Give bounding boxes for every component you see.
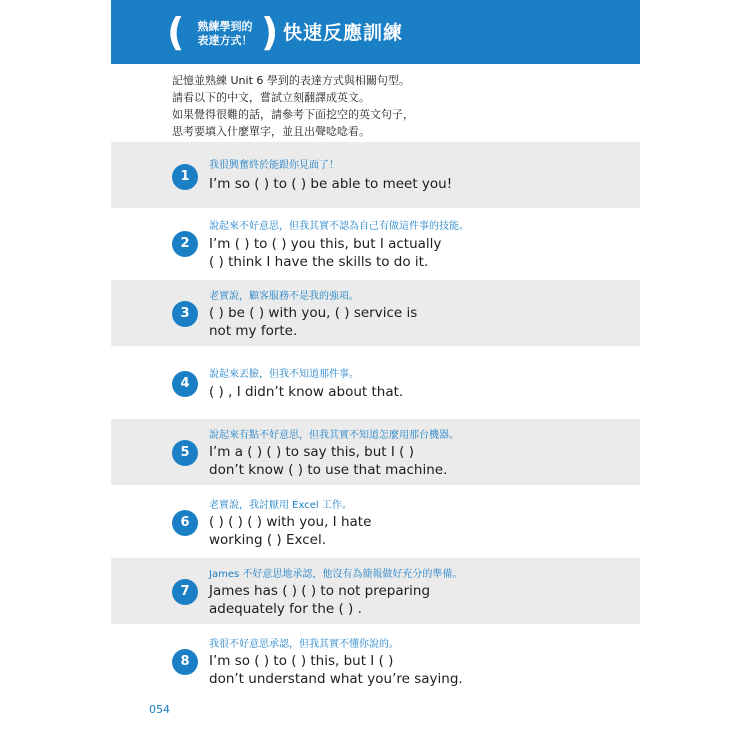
instruction-line: 思考要填入什麼單字，並且出聲唸唸看。: [172, 125, 370, 138]
exercise-item-4: [111, 350, 640, 416]
item-number-badge: 7: [172, 579, 198, 605]
item-number-badge: 4: [172, 371, 198, 397]
item-english-line-1: I’m ( ) to ( ) you this, but I actually: [209, 236, 442, 252]
page: [111, 0, 640, 750]
header-subtitle: [185, 20, 265, 48]
item-english-line-2: don’t understand what you’re saying.: [209, 671, 463, 687]
item-english-line-1: I’m so ( ) to ( ) this, but I ( ): [209, 653, 394, 669]
item-number-badge: 6: [172, 510, 198, 536]
item-english-line-2: adequately for the ( ) .: [209, 601, 362, 617]
item-number-badge: 1: [172, 164, 198, 190]
item-english-line-2: working ( ) Excel.: [209, 532, 327, 548]
item-english-line-1: ( ) , I didn’t know about that.: [209, 384, 404, 400]
item-english-line-2: not my forte.: [209, 323, 298, 339]
section-title: 快速反應訓練: [283, 22, 404, 44]
item-number-badge: 5: [172, 440, 198, 466]
exercise-item-6: [111, 489, 640, 555]
instruction-line: 如果覺得很難的話，請參考下面挖空的英文句子，: [172, 108, 414, 121]
item-english-line-1: I’m so ( ) to ( ) be able to meet you!: [209, 176, 453, 192]
instructions: [172, 72, 612, 140]
item-chinese-prompt: 說起來丟臉，但我不知道那件事。: [209, 369, 359, 380]
item-english-line-2: don’t know ( ) to use that machine.: [209, 462, 448, 478]
header-subtitle-line2: 表達方式！: [197, 34, 253, 47]
item-number-badge: 3: [172, 301, 198, 327]
header-subtitle-line1: 熟練學到的: [197, 20, 253, 33]
item-chinese-prompt: 我很興奮終於能跟你見面了！: [209, 160, 339, 171]
item-chinese-prompt: 老實說，我討厭用 Excel 工作。: [209, 500, 352, 511]
exercise-item-1: [111, 142, 640, 208]
header-paren-left: (: [167, 10, 185, 54]
item-chinese-prompt: 說起來有點不好意思，但我其實不知道怎麼用那台機器。: [209, 430, 459, 441]
item-english-line-1: I’m a ( ) ( ) to say this, but I ( ): [209, 444, 414, 460]
instruction-line: 記憶並熟練 Unit 6 學到的表達方式與相關句型。: [172, 74, 410, 87]
item-english-line-2: ( ) think I have the skills to do it.: [209, 254, 429, 270]
exercise-item-8: [111, 628, 640, 694]
item-chinese-prompt: 老實說，顧客服務不是我的強項。: [209, 291, 359, 302]
item-english-line-1: ( ) ( ) ( ) with you, I hate: [209, 514, 372, 530]
exercise-item-2: [111, 210, 640, 276]
exercise-item-5: [111, 419, 640, 485]
exercise-item-7: [111, 558, 640, 624]
item-english-line-1: James has ( ) ( ) to not preparing: [209, 583, 431, 599]
item-number-badge: 8: [172, 649, 198, 675]
instruction-line: 請看以下的中文，嘗試立刻翻譯成英文。: [172, 91, 370, 104]
item-number-badge: 2: [172, 231, 198, 257]
item-chinese-prompt: James 不好意思地承認，他沒有為簡報做好充分的準備。: [209, 569, 463, 580]
exercise-item-3: [111, 280, 640, 346]
section-header: [111, 0, 640, 64]
item-chinese-prompt: 說起來不好意思，但我其實不認為自己有做這件事的技能。: [209, 221, 469, 232]
header-paren-right: ): [261, 10, 279, 54]
item-chinese-prompt: 我很不好意思承認，但我其實不懂你說的。: [209, 639, 399, 650]
page-number: 054: [149, 703, 170, 716]
item-english-line-1: ( ) be ( ) with you, ( ) service is: [209, 305, 418, 321]
